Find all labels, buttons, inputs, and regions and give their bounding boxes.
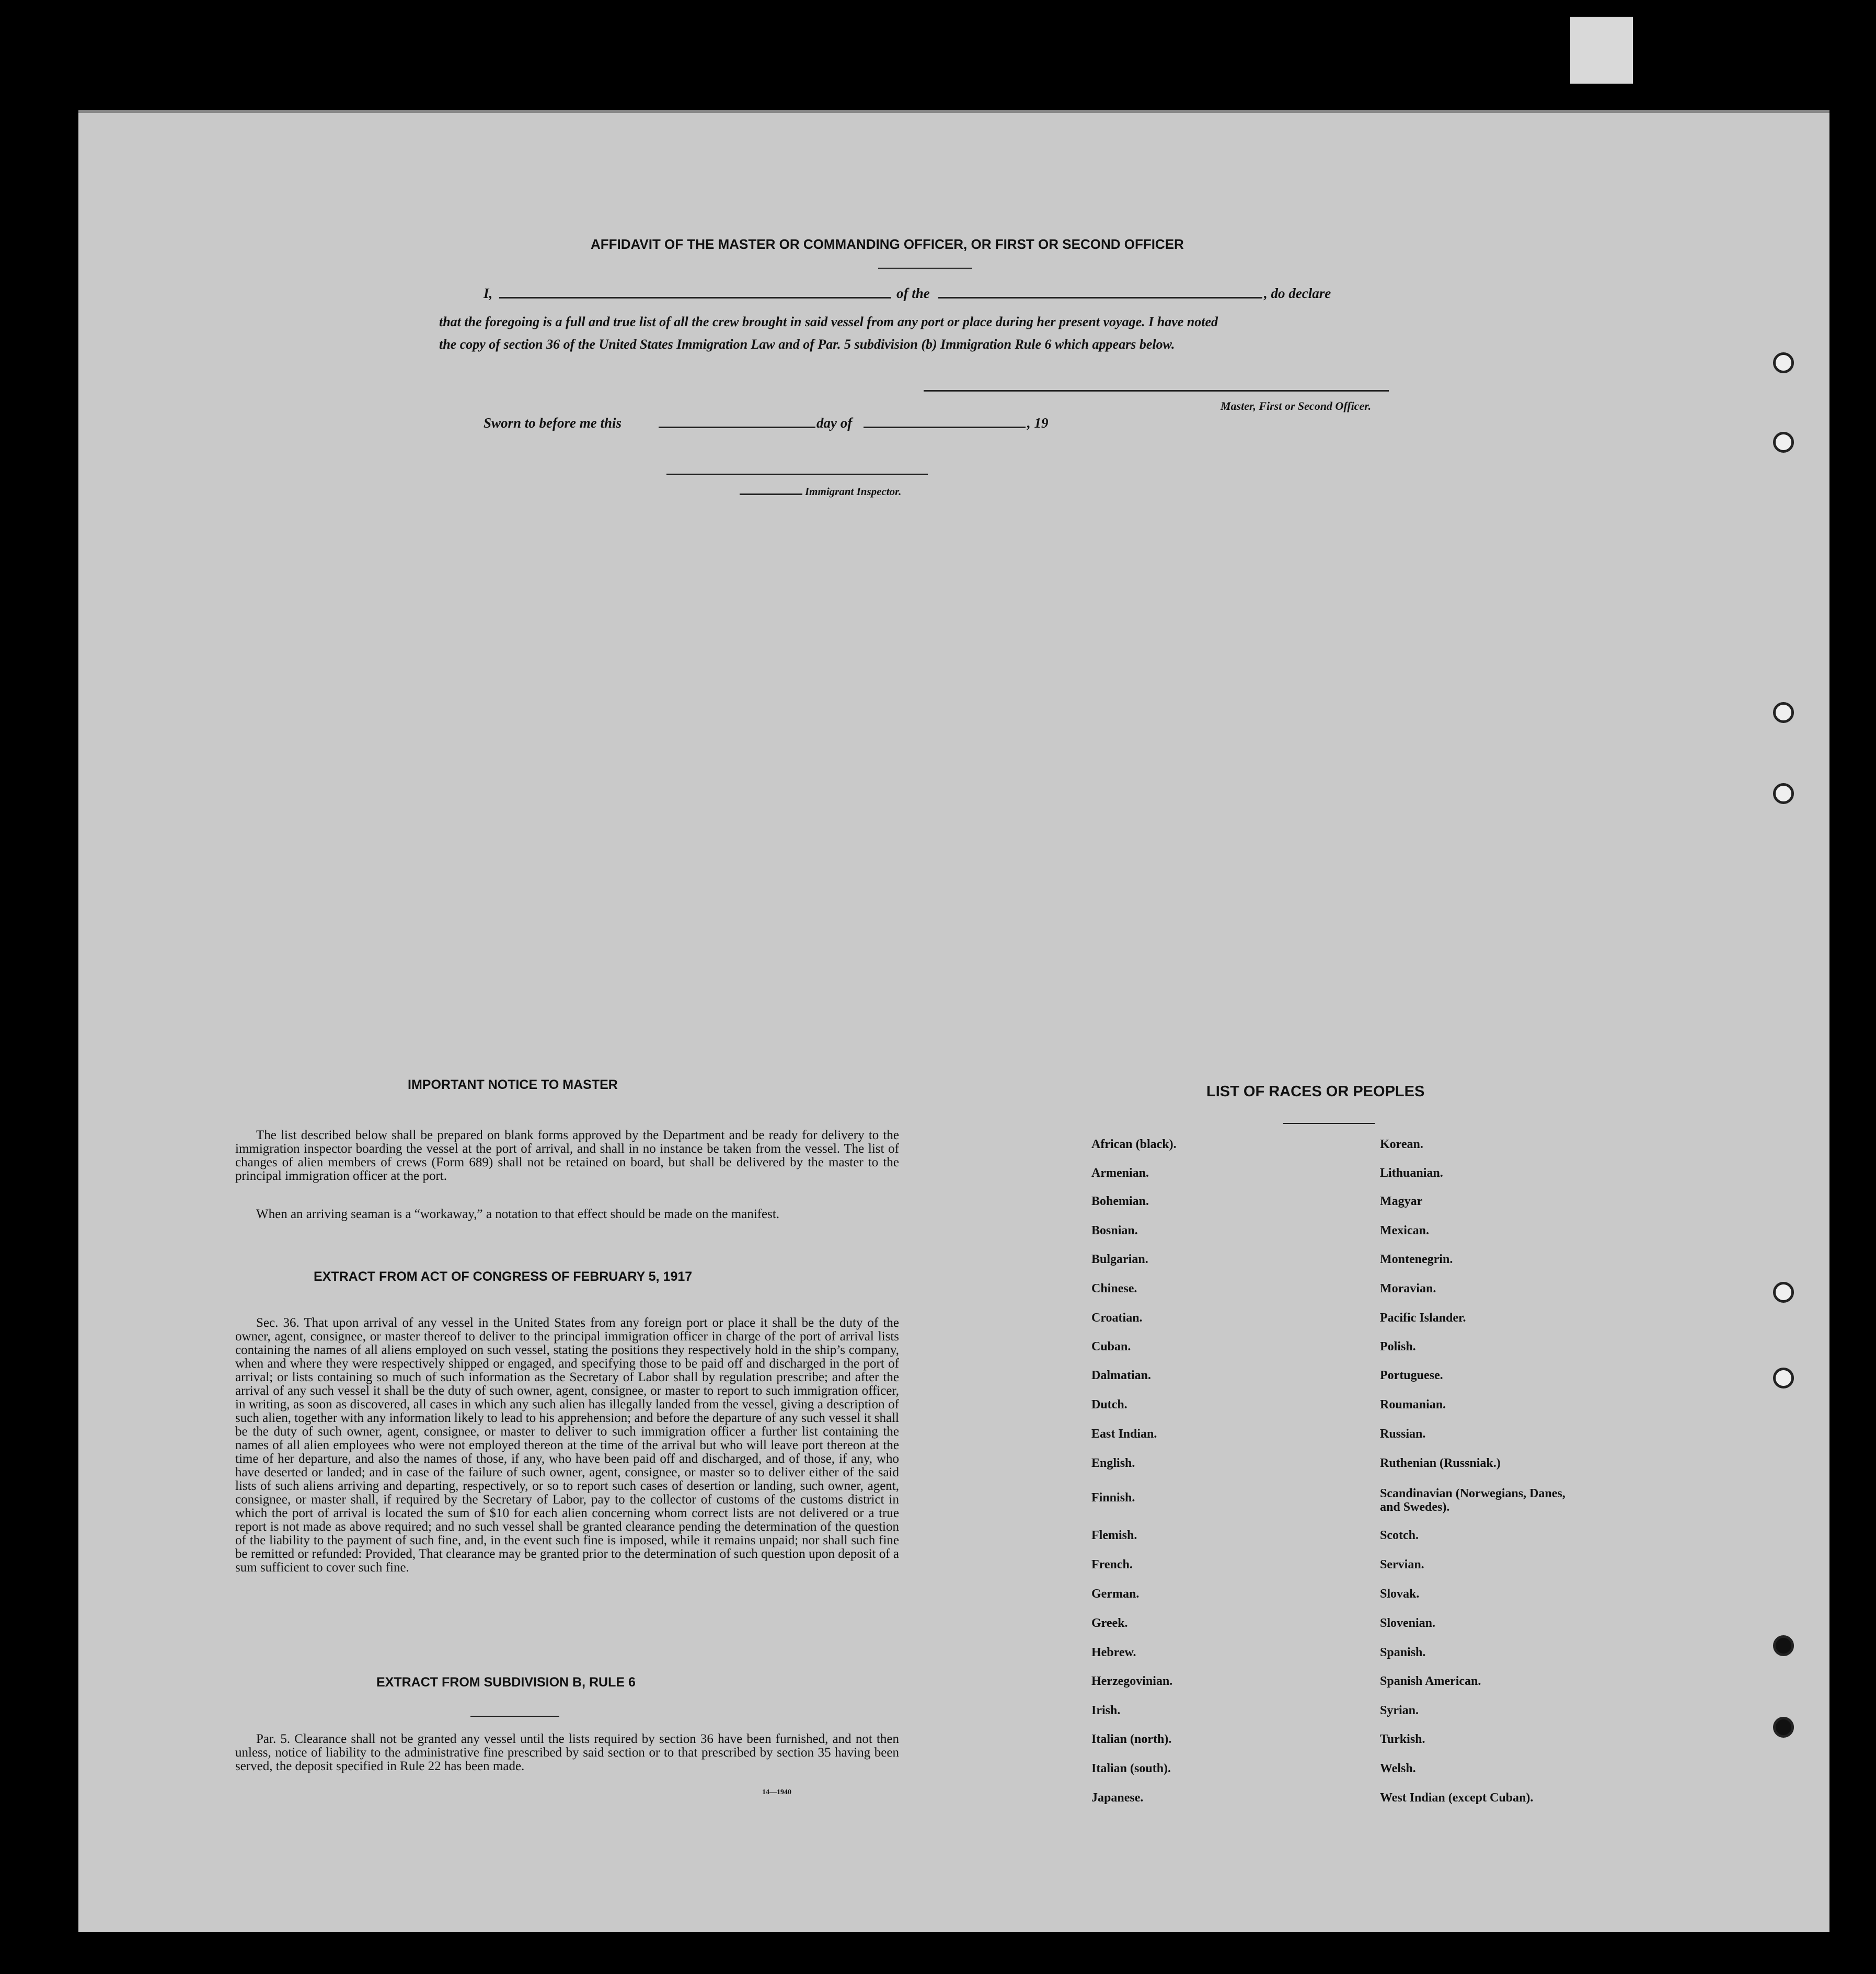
extract-rule-text: Par. 5. Clearance shall not be granted any vessel until the lists required by section 36 have been furnished, and not then unless, notice of liability to the administrative fine prescribed by said section or to that prescribed by section 35 having been served, the deposit specified in Rule 22 has been made.: [235, 1732, 899, 1773]
race-item: Spanish American.: [1380, 1674, 1481, 1688]
race-item: Dutch.: [1091, 1398, 1127, 1411]
affidavit-of-the-label: of the: [896, 285, 930, 301]
races-underline: [1283, 1123, 1375, 1124]
race-item: Irish.: [1091, 1704, 1121, 1717]
race-item: English.: [1091, 1456, 1135, 1470]
race-item: Bulgarian.: [1091, 1253, 1148, 1266]
document-page: [78, 110, 1829, 1932]
race-item: Flemish.: [1091, 1529, 1137, 1542]
race-item: Greek.: [1091, 1616, 1128, 1630]
race-item: Cuban.: [1091, 1340, 1131, 1353]
day-of-label: day of: [816, 415, 853, 431]
binder-hole: [1773, 432, 1794, 453]
vessel-blank: [938, 297, 1262, 299]
year-label: , 19: [1027, 415, 1049, 431]
notice-paragraph-1: The list described below shall be prepared on blank forms approved by the Department and be ready for delivery to the immigration inspector boarding the vessel at the port of arrival, and shall in no instance be taken from the vessel. The list of changes of alien members of crews (Form 689) shall not be retained on board, but shall be delivered by the master to the principal immigration officer at the port.: [235, 1128, 899, 1183]
race-item: Bohemian.: [1091, 1195, 1149, 1208]
binder-hole: [1773, 1368, 1794, 1388]
sworn-day-blank: [659, 427, 815, 428]
race-item: Portuguese.: [1380, 1369, 1443, 1382]
race-item: African (black).: [1091, 1138, 1177, 1151]
extract-act-text: Sec. 36. That upon arrival of any vessel in the United States from any foreign port or place it shall be the duty of the owner, agent, consignee, or master thereof to deliver to the principal immigration officer in charge of the port of arrival lists containing the names of all aliens employed on such vessel, stating the positions they respectively hold in the ship’s company, when and where they were respectively shipped or engaged, and specifying those to be paid off and discharged in the port of arrival; or lists containing so much of such information as the Secretary of Labor shall by regulation prescribe; and after the arrival of any such vessel it shall be the duty of such owner, agent, consignee, or master to report to such immigration officer, in writing, as soon as discovered, all cases in which any such alien has illegally landed from the vessel, giving a description of such alien, together with any information likely to lead to his apprehension; and before the departure of any such vessel it shall be the duty of such owner, agent, consignee, or master to deliver to such immigration officer a further list containing the names of all alien employees who were not employed thereon at the time of the arrival but who will leave port thereon at the time of her departure, and also the names of those, if any, who have been paid off and discharged, and of those, if any, who have deserted or landed; and in case of the failure of such owner, agent, consignee, or master so to deliver either of the said lists of such aliens arriving and departing, respectively, or so to report such cases of desertion or landing, such owner, agent, consignee, or master shall, if required by the Secretary of Labor, pay to the collector of customs of the customs district in which the port of arrival is located the sum of $10 for each alien concerning whom correct lists are not delivered or a true report is not made as above required; and no such vessel shall be granted clearance pending the determination of the question of the liability to the payment of such fine, and, in the event such fine is imposed, while it remains unpaid; nor shall such fine be remitted or refunded: Provided, That clearance may be granted prior to the determination of such question upon deposit of a sum sufficient to cover such fine.: [235, 1316, 899, 1575]
notice-title: IMPORTANT NOTICE TO MASTER: [408, 1077, 618, 1092]
race-item: Spanish.: [1380, 1646, 1426, 1659]
race-item: Slovenian.: [1380, 1616, 1436, 1630]
binder-hole: [1773, 783, 1794, 804]
binder-hole: [1773, 1282, 1794, 1303]
race-item: Finnish.: [1091, 1491, 1135, 1505]
inspector-lead-line: [740, 494, 802, 495]
race-item: Croatian.: [1091, 1311, 1143, 1325]
master-signature-line: [924, 390, 1389, 392]
race-item: Scandinavian (Norwegians, Danes, and Swedes).: [1380, 1487, 1566, 1514]
title-underline: [878, 268, 972, 269]
binder-hole: [1773, 352, 1794, 373]
paper-tab: [1570, 17, 1633, 84]
race-item: Roumanian.: [1380, 1398, 1446, 1411]
inspector-signature-line: [666, 474, 928, 475]
race-item: Servian.: [1380, 1558, 1424, 1571]
name-blank: [499, 297, 891, 299]
race-item: Italian (south).: [1091, 1762, 1171, 1775]
binder-hole: [1773, 702, 1794, 723]
race-item: Polish.: [1380, 1340, 1416, 1353]
race-item: Herzegovinian.: [1091, 1674, 1173, 1688]
extract-act-title: EXTRACT FROM ACT OF CONGRESS OF FEBRUARY 5, 1917: [314, 1269, 693, 1284]
race-item: Slovak.: [1380, 1587, 1420, 1601]
extract-rule-title: EXTRACT FROM SUBDIVISION B, RULE 6: [376, 1675, 636, 1690]
affidavit-line3: the copy of section 36 of the United States Immigration Law and of Par. 5 subdivision (b) Immigration Rule 6 which appears below.: [439, 337, 1175, 352]
affidavit-line2: that the foregoing is a full and true list of all the crew brought in said vessel from any port or place during her present voyage. I have noted: [439, 314, 1218, 329]
inspector-label: Immigrant Inspector.: [805, 485, 902, 498]
affidavit-title: AFFIDAVIT OF THE MASTER OR COMMANDING OFFICER, OR FIRST OR SECOND OFFICER: [591, 236, 1184, 252]
race-item: Syrian.: [1380, 1704, 1419, 1717]
race-item: Korean.: [1380, 1138, 1423, 1151]
affidavit-declare-label: , do declare: [1264, 285, 1331, 301]
race-item: Bosnian.: [1091, 1224, 1138, 1237]
race-item: Pacific Islander.: [1380, 1311, 1466, 1325]
race-item: German.: [1091, 1587, 1140, 1601]
master-signature-label: Master, First or Second Officer.: [1221, 399, 1372, 412]
race-item: Japanese.: [1091, 1791, 1144, 1805]
race-item: Moravian.: [1380, 1282, 1436, 1295]
affidavit-i-label: I,: [484, 285, 493, 301]
race-item: Chinese.: [1091, 1282, 1137, 1295]
race-item: Turkish.: [1380, 1732, 1425, 1746]
race-item: West Indian (except Cuban).: [1380, 1791, 1534, 1805]
sworn-month-blank: [864, 427, 1026, 428]
binder-hole: [1773, 1717, 1794, 1738]
binder-hole: [1773, 1635, 1794, 1656]
sworn-label: Sworn to before me this: [484, 415, 622, 431]
race-item: East Indian.: [1091, 1427, 1157, 1441]
form-number: 14—1940: [762, 1788, 791, 1796]
race-item: Scotch.: [1380, 1529, 1419, 1542]
race-item: Lithuanian.: [1380, 1166, 1443, 1180]
race-item: French.: [1091, 1558, 1133, 1571]
races-title: LIST OF RACES OR PEOPLES: [1206, 1083, 1425, 1100]
race-item: Ruthenian (Russniak.): [1380, 1456, 1501, 1470]
race-item: Welsh.: [1380, 1762, 1416, 1775]
race-item: Mexican.: [1380, 1224, 1429, 1237]
race-item: Armenian.: [1091, 1166, 1149, 1180]
race-item: Magyar: [1380, 1195, 1423, 1208]
race-item: Italian (north).: [1091, 1732, 1172, 1746]
race-item: Russian.: [1380, 1427, 1426, 1441]
notice-paragraph-2: When an arriving seaman is a “workaway,” a notation to that effect should be made on the manifest.: [256, 1207, 780, 1221]
race-item: Dalmatian.: [1091, 1369, 1151, 1382]
race-item: Hebrew.: [1091, 1646, 1136, 1659]
extract-rule-underline: [470, 1716, 559, 1717]
race-item: Montenegrin.: [1380, 1253, 1453, 1266]
